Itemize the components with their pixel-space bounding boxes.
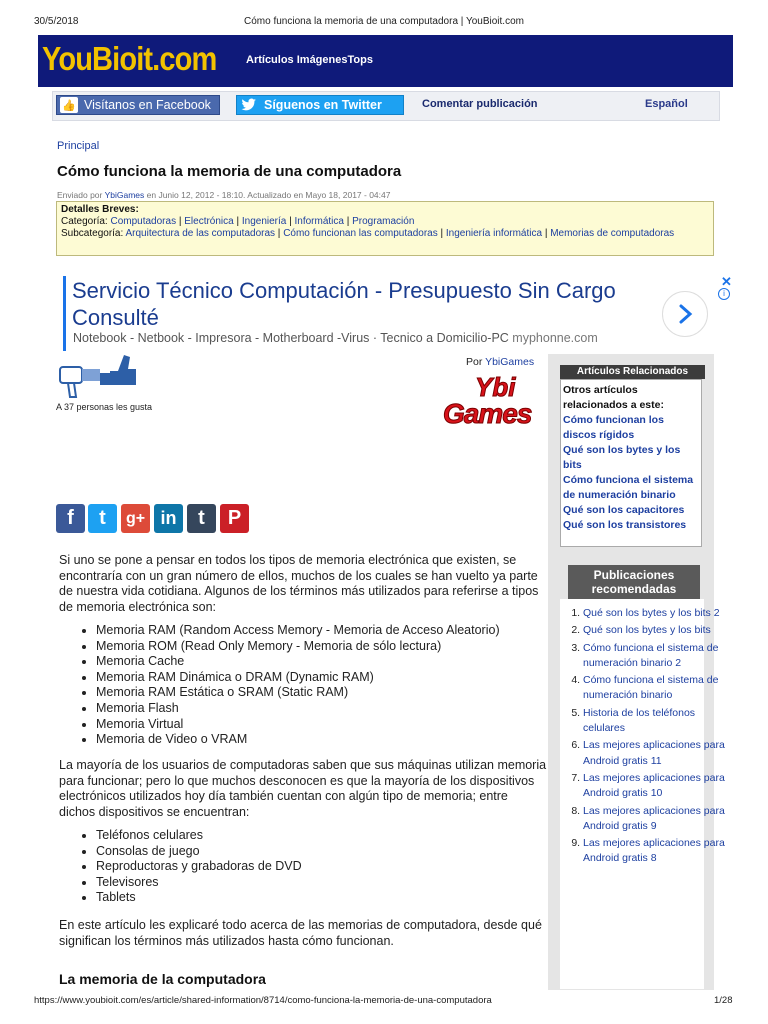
print-date: 30/5/2018 [34, 16, 79, 27]
subcategory-line: Subcategoría: Arquitectura de las computadoras | Cómo funcionan las computadoras | Ingeniería informática | Memorias de computadoras [61, 228, 675, 239]
related-intro: Otros artículos relacionados a este: [563, 384, 664, 411]
comment-link[interactable]: Comentar publicación [422, 98, 538, 110]
recommended-link[interactable]: Qué son los bytes y los bits 2 [583, 607, 720, 619]
share-tumblr-button[interactable]: t [187, 504, 216, 533]
twitter-button[interactable] [236, 95, 404, 115]
meta-suffix: en Junio 12, 2012 - 18:10. Actualizado en Mayo 18, 2017 - 04:47 [144, 190, 391, 200]
main-nav[interactable]: Artículos ImágenesTops [246, 54, 373, 66]
recommended-link[interactable]: Cómo funciona el sistema de numeración binario 2 [583, 641, 719, 669]
meta-prefix: Enviado por [57, 190, 105, 200]
list-item: • Memoria de Video o VRAM [96, 732, 500, 748]
thumbs-up-icon: 👍 [60, 97, 78, 113]
category-link[interactable]: Computadoras [110, 216, 177, 227]
category-link[interactable]: Electrónica [184, 216, 234, 227]
list-item[interactable] [583, 804, 731, 835]
list-item[interactable] [583, 738, 731, 769]
author-link[interactable]: YbiGames [104, 190, 145, 200]
ad-subtitle-text: Notebook - Netbook - Impresora - Motherboard -Virus · Tecnico a Domicilio-PC [73, 331, 513, 345]
category-line: Categoría: Computadoras | Electrónica | Ingeniería | Informática | Programación [61, 216, 415, 227]
print-page-number: 1/28 [714, 995, 733, 1006]
print-title: Cómo funciona la memoria de una computadora | YouBioit.com [244, 16, 524, 27]
ad-arrow-button[interactable] [662, 291, 708, 337]
recommended-link[interactable]: Cómo funciona el sistema de numeración binario [583, 674, 719, 702]
list-item: • Memoria ROM (Read Only Memory - Memoria de sólo lectura) [96, 639, 500, 655]
list-item: • Reproductoras y grabadoras de DVD [96, 859, 302, 875]
related-link[interactable]: Cómo funcionan los discos rígidos [563, 414, 664, 441]
share-pinterest-button[interactable]: P [220, 504, 249, 533]
facebook-button[interactable] [56, 95, 220, 115]
list-item[interactable] [583, 623, 731, 638]
logo-line-1: Ybi [475, 372, 516, 402]
paragraph-1: Si uno se pone a pensar en todos los tipos de memoria electrónica que existen, se encontraría con un gran número de ellos, muchos de los cuales se han vuelto ya parte de nuestra vida cotidiana. Algunos de los términos más utilizados para referirse a tipos de memoria electrónica son: [59, 553, 539, 614]
like-dislike-icon[interactable] [58, 353, 138, 399]
page-title: Cómo funciona la memoria de una computadora [57, 163, 402, 180]
twitter-button-label: Síguenos en Twitter [264, 98, 382, 112]
paragraph-2: La mayoría de los usuarios de computadoras saben que sus máquinas utilizan memoria para funcionar; pero lo que muchos desconocen es que la mayoría de los dispositivos electrónicos utilizados hoy día también cuentan con algún tipo de memoria; entre dichos dispositivos se encuentran: [59, 758, 547, 819]
list-item: • Televisores [96, 875, 302, 891]
article-meta [57, 190, 390, 200]
ad-title[interactable]: Servicio Técnico Computación - Presupuesto Sin Cargo Consulté [72, 278, 616, 330]
subcategory-link[interactable]: Ingeniería informática [445, 228, 543, 239]
list-item: • Memoria RAM Estática o SRAM (Static RAM) [96, 685, 500, 701]
recommended-list [560, 606, 731, 869]
share-twitter-button[interactable]: t [88, 504, 117, 533]
details-box [56, 201, 714, 256]
related-link[interactable]: Qué son los bytes y los bits [563, 444, 681, 471]
likes-count: A 37 personas les gusta [56, 402, 153, 412]
ad-subtitle[interactable] [73, 331, 598, 345]
recommended-link[interactable]: Las mejores aplicaciones para Android gratis 11 [583, 739, 725, 767]
list-item: • Tablets [96, 890, 302, 906]
byline-author-link[interactable]: YbiGames [485, 356, 535, 368]
recommended-link[interactable]: Qué son los bytes y los bits [583, 624, 711, 637]
related-box [560, 379, 702, 547]
site-logo[interactable]: YouBioit.com [42, 40, 217, 77]
list-item: • Memoria Cache [96, 654, 500, 670]
list-item: • Memoria Virtual [96, 717, 500, 733]
share-gplus-button[interactable]: g+ [121, 504, 150, 533]
print-url: https://www.youbioit.com/es/article/shared-information/8714/como-funciona-la-memoria-de-una-computadora [34, 995, 492, 1006]
ad-info-icon[interactable]: i [718, 288, 730, 300]
language-selector[interactable]: Español [645, 98, 688, 110]
logo-line-2: Games [443, 398, 532, 429]
share-facebook-button[interactable]: f [56, 504, 85, 533]
related-link[interactable]: Qué son los transistores [563, 519, 687, 531]
recommended-link[interactable]: Las mejores aplicaciones para Android gratis 9 [583, 804, 725, 832]
list-item: • Memoria RAM (Random Access Memory - Memoria de Acceso Aleatorio) [96, 623, 500, 639]
list-item[interactable] [583, 706, 731, 737]
list-item: • Memoria Flash [96, 701, 500, 717]
list-item[interactable] [583, 641, 731, 672]
related-link[interactable]: Qué son los capacitores [563, 504, 685, 516]
subcategory-link[interactable]: Cómo funcionan las computadoras [283, 228, 438, 239]
subcategory-link[interactable]: Arquitectura de las computadoras [125, 228, 276, 239]
breadcrumb[interactable]: Principal [57, 140, 100, 152]
section-heading: La memoria de la computadora [59, 971, 266, 987]
category-link[interactable]: Programación [352, 216, 415, 227]
details-heading: Detalles Breves: [61, 204, 139, 215]
ad-accent-bar [63, 276, 66, 351]
byline [466, 356, 534, 368]
recommended-link[interactable]: Las mejores aplicaciones para Android gratis 8 [583, 837, 725, 865]
list-item[interactable] [583, 606, 731, 621]
list-item[interactable] [583, 673, 731, 704]
category-link[interactable]: Ingeniería [241, 216, 287, 227]
list-item: • Teléfonos celulares [96, 828, 302, 844]
facebook-button-label: Visítanos en Facebook [84, 98, 211, 112]
list-item[interactable] [583, 836, 731, 867]
memory-types-list [59, 623, 500, 748]
recommended-link[interactable]: Historia de los teléfonos celulares [583, 706, 696, 735]
byline-prefix: Por [466, 356, 486, 368]
category-label: Categoría: [61, 216, 111, 227]
ad-close-icon[interactable]: ✕ [721, 274, 732, 289]
paragraph-3: En este artículo les explicaré todo acerca de las memorias de computadora, desde qué significan los términos más utilizados hasta cómo funcionan. [59, 918, 542, 948]
recommended-link[interactable]: Las mejores aplicaciones para Android gratis 10 [583, 771, 725, 800]
subcategory-label: Subcategoría: [61, 228, 126, 239]
related-heading: Artículos Relacionados [560, 365, 705, 379]
share-linkedin-button[interactable]: in [154, 504, 183, 533]
twitter-bird-icon [240, 97, 258, 113]
ybigames-logo[interactable] [441, 372, 551, 434]
subcategory-link[interactable]: Memorias de computadoras [550, 228, 675, 239]
list-item[interactable] [583, 771, 731, 802]
list-item: • Consolas de juego [96, 844, 302, 860]
chevron-right-icon [675, 303, 695, 325]
list-item: • Memoria RAM Dinámica o DRAM (Dynamic RAM) [96, 670, 500, 686]
recommended-heading: Publicaciones recomendadas [568, 565, 700, 599]
category-link[interactable]: Informática [294, 216, 344, 227]
devices-list [59, 828, 302, 906]
related-link[interactable]: Cómo funciona el sistema de numeración binario [563, 474, 694, 501]
ad-domain: myphonne.com [512, 331, 598, 345]
